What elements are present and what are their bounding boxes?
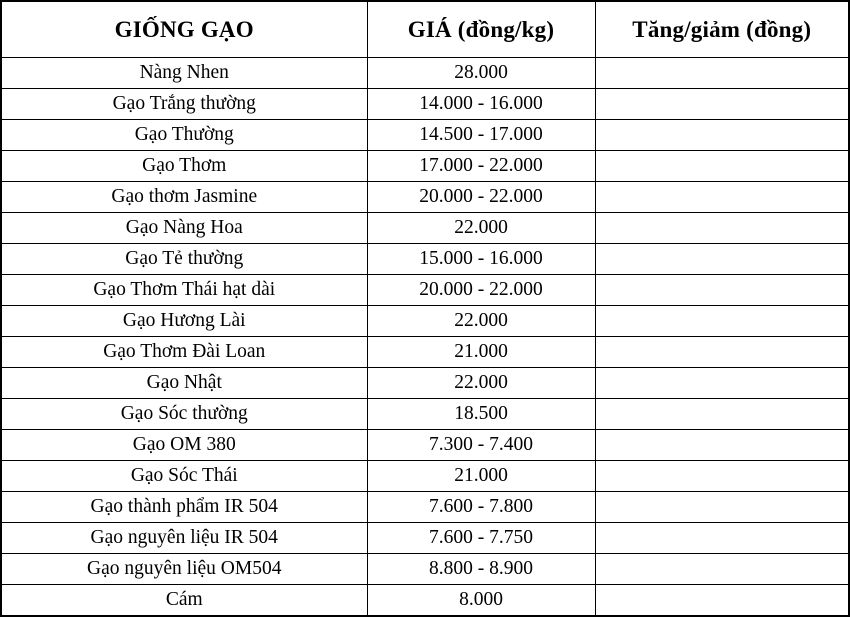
cell-change [595,58,849,89]
table-row [1,120,849,151]
cell-price: 7.600 - 7.800 [367,492,595,523]
column-header-price: GIÁ (đồng/kg) [367,1,595,58]
table-row [1,275,849,306]
cell-rice-variety: Gạo Thường [1,120,367,151]
cell-rice-variety: Cám [1,585,367,617]
table-row [1,368,849,399]
cell-rice-variety: Gạo Sóc Thái [1,461,367,492]
table-row [1,151,849,182]
table-row [1,461,849,492]
cell-price: 28.000 [367,58,595,89]
table-row [1,399,849,430]
table-row [1,89,849,120]
table-row [1,337,849,368]
cell-rice-variety: Gạo thành phẩm IR 504 [1,492,367,523]
table-row [1,554,849,585]
cell-price: 14.000 - 16.000 [367,89,595,120]
cell-rice-variety: Gạo Sóc thường [1,399,367,430]
cell-price: 21.000 [367,461,595,492]
cell-change [595,275,849,306]
cell-rice-variety: Gạo Trắng thường [1,89,367,120]
cell-change [595,430,849,461]
cell-price: 20.000 - 22.000 [367,182,595,213]
table-row [1,182,849,213]
cell-rice-variety: Gạo Nàng Hoa [1,213,367,244]
table-body [1,58,849,617]
cell-rice-variety: Gạo OM 380 [1,430,367,461]
cell-change [595,244,849,275]
cell-rice-variety: Gạo Thơm Đài Loan [1,337,367,368]
cell-price: 15.000 - 16.000 [367,244,595,275]
cell-change [595,523,849,554]
column-header-change: Tăng/giảm (đồng) [595,1,849,58]
cell-change [595,306,849,337]
cell-price: 20.000 - 22.000 [367,275,595,306]
cell-rice-variety: Gạo Thơm Thái hạt dài [1,275,367,306]
cell-rice-variety: Gạo nguyên liệu IR 504 [1,523,367,554]
cell-rice-variety: Gạo nguyên liệu OM504 [1,554,367,585]
table-row [1,492,849,523]
cell-change [595,585,849,617]
cell-rice-variety: Gạo Tẻ thường [1,244,367,275]
cell-rice-variety: Nàng Nhen [1,58,367,89]
cell-rice-variety: Gạo Thơm [1,151,367,182]
cell-rice-variety: Gạo thơm Jasmine [1,182,367,213]
cell-price: 22.000 [367,306,595,337]
cell-price: 7.600 - 7.750 [367,523,595,554]
cell-change [595,151,849,182]
column-header-rice-variety: GIỐNG GẠO [1,1,367,58]
table-row [1,523,849,554]
cell-price: 8.000 [367,585,595,617]
cell-change [595,492,849,523]
table-row [1,213,849,244]
cell-price: 22.000 [367,368,595,399]
cell-change [595,399,849,430]
cell-rice-variety: Gạo Nhật [1,368,367,399]
cell-price: 22.000 [367,213,595,244]
cell-change [595,213,849,244]
cell-price: 17.000 - 22.000 [367,151,595,182]
cell-change [595,461,849,492]
table-header-row [1,1,849,58]
cell-price: 18.500 [367,399,595,430]
cell-change [595,368,849,399]
table-row [1,244,849,275]
cell-change [595,120,849,151]
cell-price: 8.800 - 8.900 [367,554,595,585]
table-row [1,430,849,461]
table-row [1,585,849,617]
cell-change [595,182,849,213]
cell-change [595,89,849,120]
table-header [1,1,849,58]
cell-price: 21.000 [367,337,595,368]
table-row [1,58,849,89]
cell-price: 14.500 - 17.000 [367,120,595,151]
cell-price: 7.300 - 7.400 [367,430,595,461]
cell-change [595,554,849,585]
cell-change [595,337,849,368]
cell-rice-variety: Gạo Hương Lài [1,306,367,337]
table-row [1,306,849,337]
